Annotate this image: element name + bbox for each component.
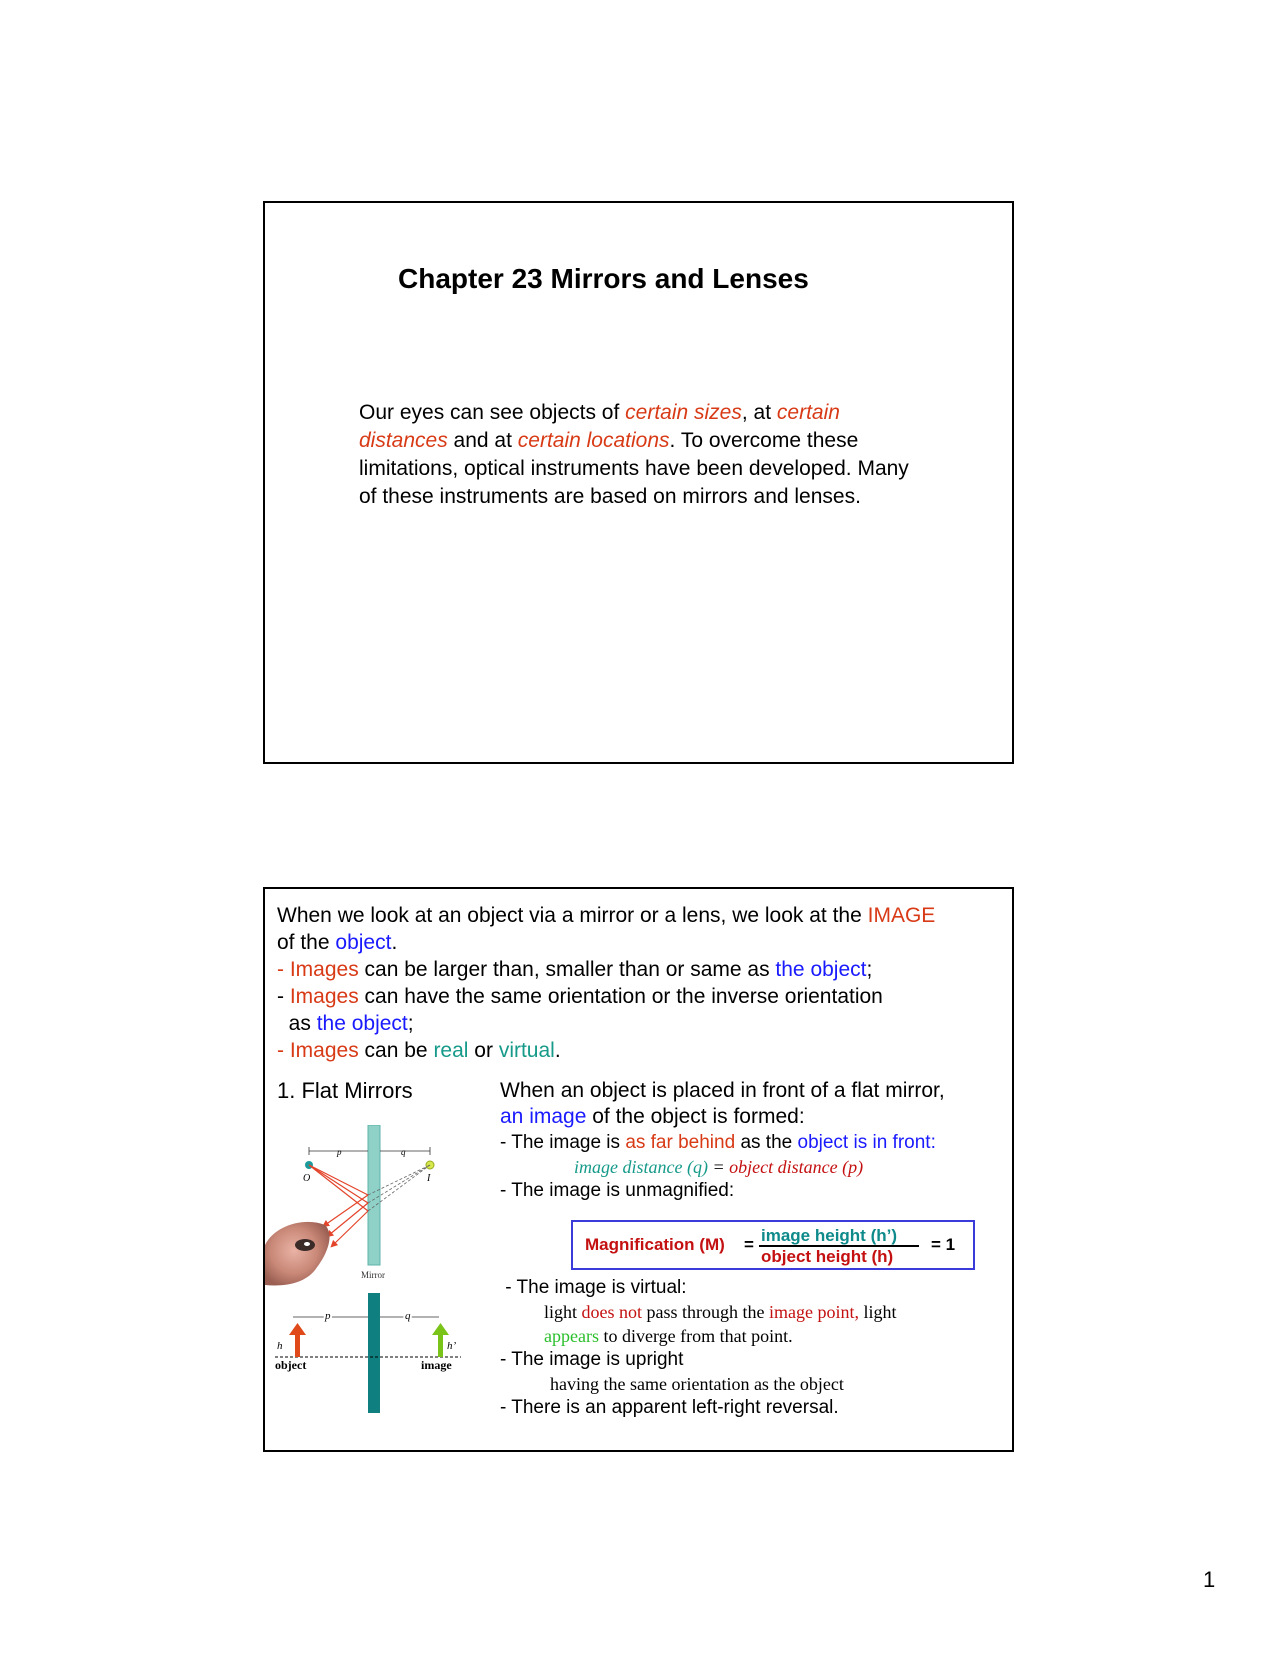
virtual-explain-1: light does not pass through the image point, light	[544, 1302, 897, 1322]
fraction-numerator: image height (h’)	[761, 1226, 897, 1245]
upright-explain: having the same orientation as the object	[550, 1374, 844, 1394]
bullet-real-virtual: - Images can be real or virtual.	[277, 1039, 561, 1062]
mirror-bar	[368, 1293, 380, 1413]
section-heading-flat-mirrors: 1. Flat Mirrors	[277, 1078, 413, 1103]
intro-text-2: , at	[741, 401, 777, 424]
eye-illustration	[265, 1222, 330, 1286]
object-image-height-diagram	[271, 1293, 471, 1423]
fig2-label-h-prime: h’	[447, 1340, 457, 1352]
slide-1	[263, 201, 1014, 764]
fig1-label-p: p	[337, 1147, 342, 1157]
flat-mirror-desc-2: an image of the object is formed:	[500, 1105, 805, 1128]
virtual-line: - The image is virtual:	[500, 1277, 687, 1298]
slide-title: Chapter 23 Mirrors and Lenses	[398, 263, 809, 294]
fraction-denominator: object height (h)	[761, 1247, 894, 1266]
fig1-label-i: I	[427, 1173, 431, 1184]
virtual-explain-2: appears to diverge from that point.	[544, 1326, 793, 1346]
fig1-label-o: O	[303, 1173, 311, 1184]
bullet-orientation: - Images can have the same orientation or the inverse orientation	[277, 985, 883, 1008]
intro-line-1: When we look at an object via a mirror or a lens, we look at the IMAGE	[277, 904, 936, 927]
fig2-object-label: object	[275, 1358, 307, 1372]
upright-line: - The image is upright	[500, 1349, 684, 1370]
mirror-shape	[368, 1125, 380, 1265]
distance-equation: image distance (q) = object distance (p)	[574, 1157, 864, 1177]
intro-highlight-sizes: certain sizes	[625, 401, 742, 424]
magnification-result: = 1	[931, 1235, 956, 1254]
image-arrow	[438, 1333, 443, 1357]
fig2-label-p: p	[325, 1310, 331, 1322]
flat-mirror-ray-diagram	[265, 1125, 465, 1295]
flat-mirror-desc-1: When an object is placed in front of a flat mirror,	[500, 1079, 945, 1102]
intro-highlight-locations: certain locations	[517, 429, 670, 452]
magnification-formula-box	[571, 1220, 975, 1270]
magnification-label: Magnification (M)	[585, 1235, 725, 1254]
slide-2	[263, 887, 1014, 1452]
fig2-label-q: q	[405, 1310, 411, 1322]
intro-highlight-distances: certain distances	[359, 401, 840, 452]
fig2-image-label: image	[421, 1358, 452, 1372]
magnification-equals: =	[744, 1235, 754, 1254]
intro-line-2: of the object.	[277, 931, 398, 954]
unmagnified-line: - The image is unmagnified:	[500, 1180, 735, 1201]
intro-paragraph	[359, 399, 919, 511]
intro-text-3: and at	[447, 429, 518, 452]
as-far-behind-line: - The image is as far behind as the object is in front:	[500, 1132, 936, 1153]
left-right-reversal-line: - There is an apparent left-right reversal.	[500, 1397, 839, 1418]
fig2-label-h: h	[277, 1340, 283, 1352]
intro-text-4: . To overcome these limitations, optical instruments have been developed. Many of these instruments are based on mirrors and lenses.	[359, 429, 909, 508]
mirror-label: Mirror	[361, 1270, 385, 1280]
bullet-larger-smaller: - Images can be larger than, smaller than or same as the object;	[277, 958, 873, 981]
object-arrow	[295, 1333, 300, 1357]
intro-text-1: Our eyes can see objects of	[359, 401, 626, 424]
fig1-label-q: q	[401, 1147, 406, 1157]
page-number: 1	[1203, 1567, 1216, 1592]
bullet-orientation-cont: as the object;	[277, 1012, 414, 1035]
